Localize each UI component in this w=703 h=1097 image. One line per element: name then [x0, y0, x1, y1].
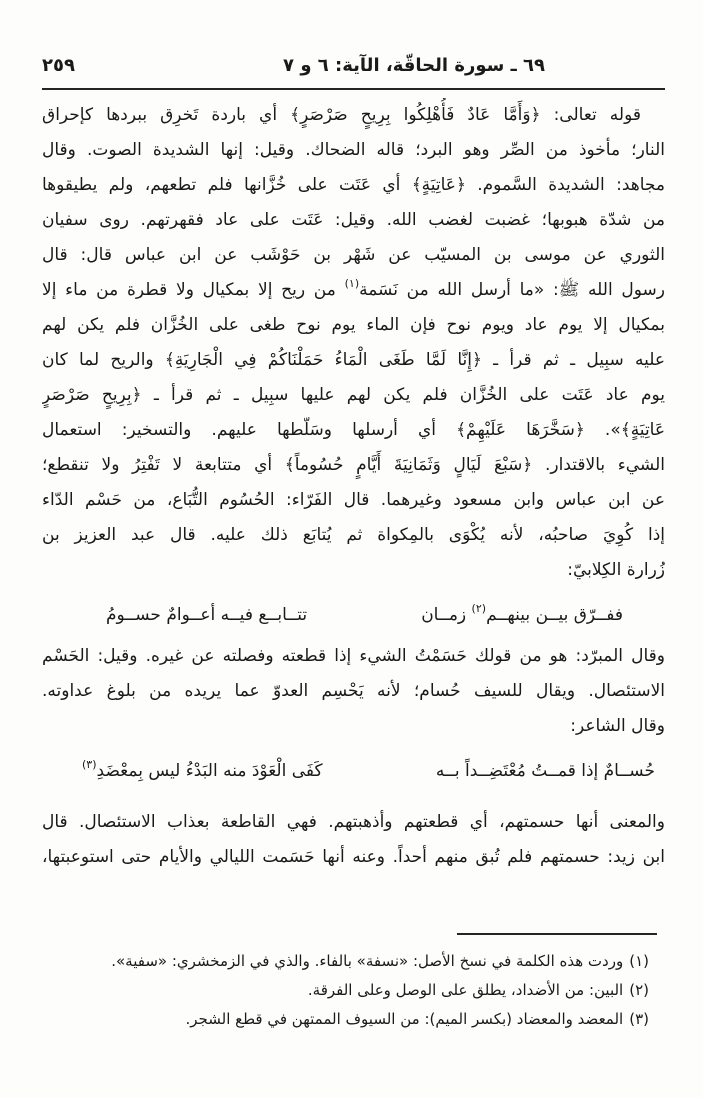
text-line: بمكيال إلا يوم عاد ويوم نوح فإن الماء يوم نوح طغى على الخُزَّان فلم يكن لهم — [42, 315, 665, 335]
poetry-verse-2 — [42, 754, 665, 789]
footnote-text: وردت هذه الكلمة في نسخ الأصل: «نسفة» بالفاء. والذي في الزمخشري: «سفية». — [111, 952, 624, 970]
text-line: عن ابن عباس وابن مسعود وغيرهما. قال الفَرّاء: الحُسُوم التُّبَاع، من حَسْم الدّاء — [42, 490, 665, 510]
poetry-verse-1 — [42, 598, 665, 633]
text-line: عليه سبِيل ـ ثم قرأ ـ ﴿إِنَّا لَمَّا طَغَى الْمَاءُ حَمَلْنَاكُمْ فِي الْجَارِيَةِ﴾ والريح لما كان — [42, 350, 665, 370]
text-line: رسول الله ﷺ: «ما أرسل الله من نَسَمة$^{(١)}$ من ريح إلا بمكيال ولا قطرة من ماء إلا — [42, 277, 665, 300]
footnote-separator — [457, 933, 657, 935]
footnotes-section — [42, 947, 665, 1034]
text-line: وقال الشاعر: — [570, 716, 665, 736]
text-line: ابن زيد: حسمتهم فلم تُبق منهم أحداً. وعنه أنها حَسَمت الليالي والأيام حتى استوعبتها، — [42, 847, 665, 867]
chapter-header-title: ٦٩ ـ سورة الحاقّة، الآية: ٦ و ٧ — [283, 55, 545, 76]
text-line: النار؛ مأخوذ من الصِّر وهو البرد؛ قاله الضحاك. وقيل: إنها الشديدة الصوت. وقال — [42, 140, 665, 160]
footnote-marker: (٢) — [629, 981, 649, 999]
hemistich-left: تتــابــع فيــه أعــوامٌ حســومُ — [106, 605, 308, 625]
footnote-text: البين: من الأضداد، يطلق على الوصل وعلى الفرقة. — [307, 981, 624, 999]
header-rule — [42, 88, 665, 90]
footnote-text: المعضد والمعضاد (بكسر الميم): من السيوف الممتهن في قطع الشجر. — [185, 1010, 624, 1028]
text-line: إذا كُوِيَ صاحبُه، لأنه يُكْوَى بالمِكواة ثم يُتابَع ذلك عليه. قال عبد العزيز بن — [42, 525, 665, 545]
text-line: وقال المبرّد: هو من قولك حَسَمْتُ الشيء إذا قطعته وفصلته عن غيره. وقيل: الحَسْم — [42, 646, 665, 666]
footnote-item — [42, 947, 649, 976]
text-line: زُرارة الكِلابيّ: — [567, 560, 665, 580]
text-line: عَاتِيَةٍ﴾». ﴿سَخَّرَهَا عَلَيْهِمْ﴾ أي أرسلها وسَلّطها عليهم. والتسخير: استعمال — [42, 420, 665, 440]
hemistich-right: حُســامٌ إذا قمــتُ مُعْتَضِــداً بــه — [435, 761, 655, 781]
text-line: الثوري عن موسى بن المسيّب عن شَهْر بن حَوْشَب عن ابن عباس قال: قال — [42, 245, 665, 265]
text-line: مجاهد: الشديدة السَّموم. ﴿عَاتِيَةٍ﴾ أي عَتَت على خُزَّانها فلم تطعهم، ولم يطيقوها — [42, 175, 665, 195]
hemistich-right: ففــرّق بيــن بينهــم$^{(٢)}$ زمــان — [421, 602, 623, 625]
hemistich-left: كَفَى الْعَوْدَ منه البَدْءُ ليس بِمعْضَدِ$^{(٣)}$ — [82, 758, 323, 781]
text-line: الشيء بالاقتدار. ﴿سَبْعَ لَيَالٍ وَثَمَانِيَةَ أَيَّامٍ حُسُوماً﴾ أي متتابعة لا تَفْتِرُ ولا تنقطع؛ — [42, 455, 665, 475]
text-line: قوله تعالى: ﴿وَأَمَّا عَادٌ فَأُهْلِكُوا بِرِيحٍ صَرْصَرٍ﴾ أي باردة تَخرِق ببردها كإحراق — [42, 105, 641, 125]
text-line: والمعنى أنها حسمتهم، أي قطعتهم وأذهبتهم. فهي القاطعة بعذاب الاستئصال. قال — [42, 812, 665, 832]
paragraph-2 — [42, 639, 665, 744]
paragraph-1 — [42, 98, 665, 588]
text-line: يوم عاد عَتَت على الخُزَّان فلم يكن لهم عليها سبِيل ـ ثم قرأ ـ ﴿بِرِيحٍ صَرْصَرٍ — [42, 385, 665, 405]
footnote-item — [42, 976, 649, 1005]
paragraph-3 — [42, 805, 665, 875]
page-header — [42, 46, 665, 76]
footnote-item — [42, 1005, 649, 1034]
footnote-marker: (٣) — [629, 1010, 649, 1028]
main-text — [42, 98, 665, 875]
footnote-marker: (١) — [629, 952, 649, 970]
text-line: الاستئصال. ويقال للسيف حُسام؛ لأنه يَحْسِم العدوّ عما يريده من بلوغ عداوته. — [42, 681, 665, 701]
page-number: ٢٥٩ — [42, 55, 75, 76]
text-line: من شدّة هبوبها؛ غضبت لغضب الله. وقيل: عَتَت على عاد فقهرتهم. روى سفيان — [42, 210, 665, 230]
